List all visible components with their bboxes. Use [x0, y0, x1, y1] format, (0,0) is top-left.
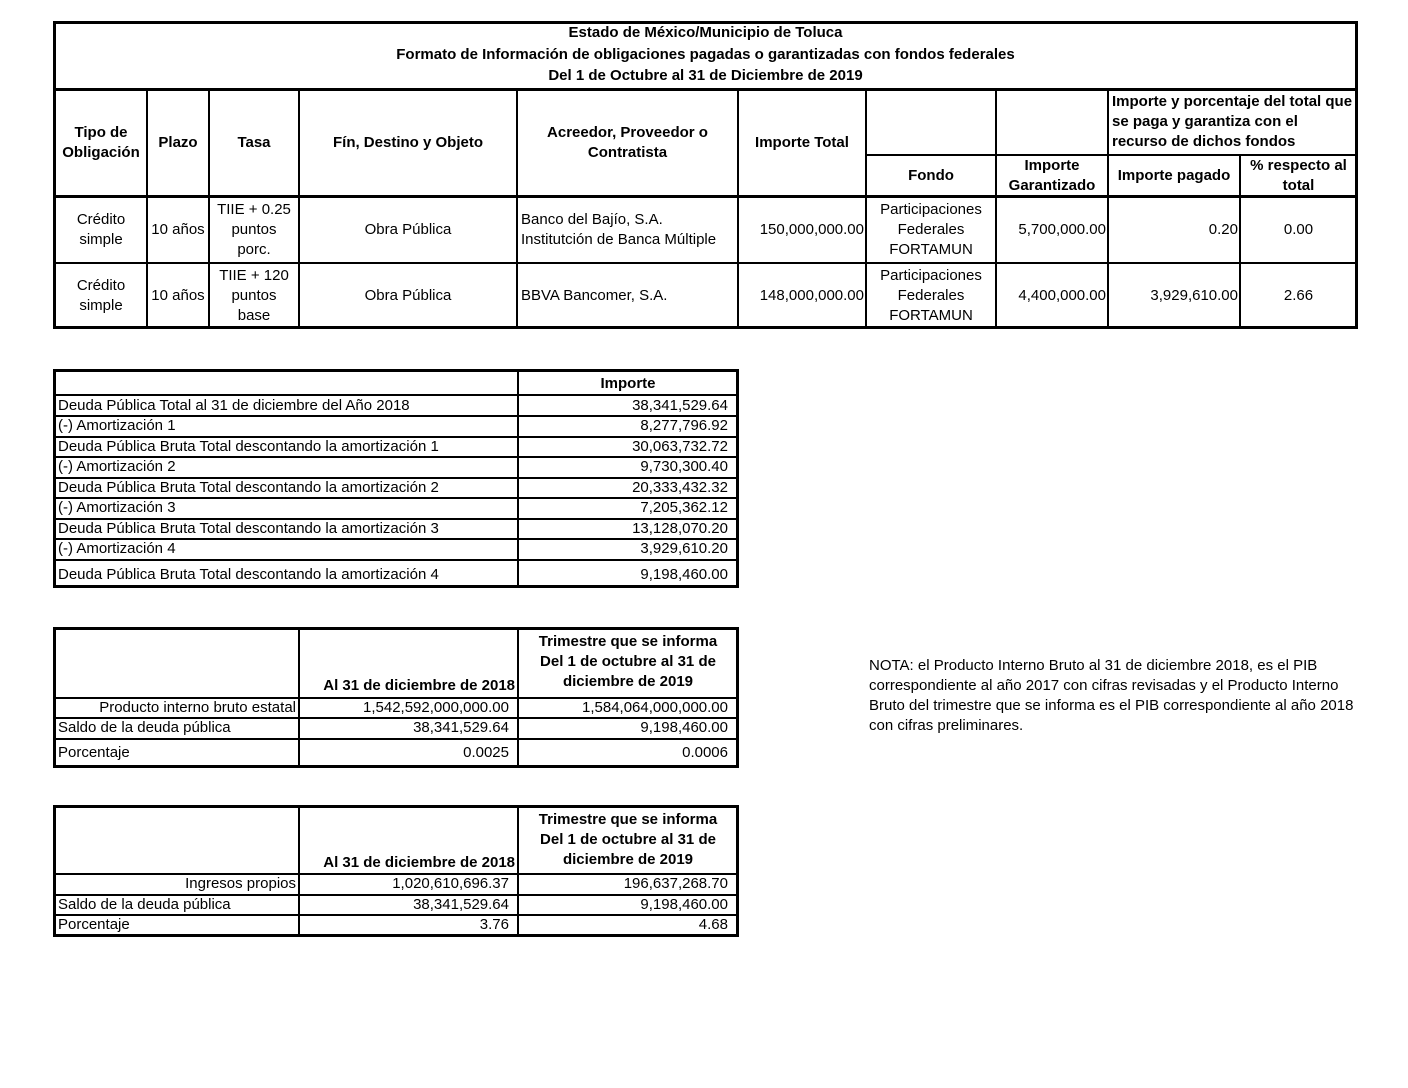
debt-row-label: (-) Amortización 2	[58, 458, 176, 475]
ingresos-row-v1: 3.76	[479, 916, 509, 933]
row1-respecto: 0.00	[1283, 221, 1314, 238]
debt-row-value: 9,198,460.00	[640, 566, 728, 583]
row2-respecto: 2.66	[1283, 286, 1314, 304]
row1-tipo: Crédito simple	[76, 211, 126, 248]
debt-row-label: (-) Amortización 1	[58, 417, 176, 434]
debt-row	[55, 565, 737, 585]
header-importe-garantizado: Importe Garantizado	[1008, 156, 1096, 194]
title-line-1: Estado de México/Municipio de Toluca	[568, 24, 843, 41]
header-tasa: Tasa	[237, 134, 271, 151]
header-fin-destino: Fín, Destino y Objeto	[332, 134, 483, 151]
row2-importe-pagado: 3,929,610.00	[1150, 286, 1238, 304]
pib-col2-header: Trimestre que se informa Del 1 de octubre al 31 de diciembre de 2019	[538, 633, 718, 690]
pib-row-v2: 0.0006	[682, 744, 728, 761]
title-line-2: Formato de Información de obligaciones pagadas o garantizadas con fondos federales	[396, 46, 1015, 63]
row1-importe-garantizado: 5,700,000.00	[1018, 221, 1106, 238]
header-importe-total: Importe Total	[755, 134, 849, 151]
ingresos-row-label: Ingresos propios	[185, 875, 296, 892]
row1-plazo: 10 años	[151, 221, 205, 238]
ingresos-row-v2: 4.68	[698, 916, 728, 933]
ingresos-col2-header: Trimestre que se informa Del 1 de octubre al 31 de diciembre de 2019	[538, 811, 718, 868]
debt-row-value: 9,730,300.40	[640, 458, 728, 475]
debt-row-label: Deuda Pública Bruta Total descontando la amortización 4	[58, 566, 439, 583]
debt-row-label: Deuda Pública Bruta Total descontando la amortización 3	[58, 520, 439, 537]
row2-fondo: Participaciones Federales FORTAMUN	[880, 266, 982, 324]
header-fondo: Fondo	[908, 166, 954, 184]
row2-tipo: Crédito simple	[76, 276, 126, 314]
title-line-3: Del 1 de Octubre al 31 de Diciembre de 2019	[548, 67, 863, 84]
debt-row-value: 7,205,362.12	[640, 499, 728, 516]
importe-header: Importe	[600, 374, 656, 392]
pib-row-label: Porcentaje	[58, 744, 130, 761]
ingresos-row-v1: 1,020,610,696.37	[392, 875, 509, 892]
row1-tasa: TIIE + 0.25 puntos porc.	[217, 201, 291, 258]
debt-row-value: 8,277,796.92	[640, 417, 728, 434]
ingresos-col1-header: Al 31 de diciembre de 2018	[323, 854, 515, 871]
ingresos-row-label: Porcentaje	[58, 916, 130, 933]
debt-row	[55, 498, 737, 518]
debt-row-value: 3,929,610.20	[640, 540, 728, 557]
header-acreedor: Acreedor, Proveedor o Contratista	[547, 124, 708, 161]
pib-row-v2: 1,584,064,000,000.00	[582, 699, 728, 716]
pib-row-label: Saldo de la deuda pública	[58, 719, 231, 736]
debt-row-label: Deuda Pública Bruta Total descontando la amortización 2	[58, 479, 439, 496]
pib-note: NOTA: el Producto Interno Bruto al 31 de diciembre 2018, es el PIB correspondiente al año 2017 con cifras revisadas y el Producto Interno Bruto del trimestre que se informa es el PIB correspondiente al año 2018 con cifras preliminares.	[869, 657, 1354, 734]
debt-row-value: 13,128,070.20	[632, 520, 728, 537]
row2-plazo: 10 años	[151, 286, 205, 304]
pib-row-v2: 9,198,460.00	[640, 719, 728, 736]
row2-importe-garantizado: 4,400,000.00	[1018, 286, 1106, 304]
debt-row-value: 30,063,732.72	[632, 438, 728, 455]
ingresos-row	[55, 874, 737, 894]
debt-row-value: 38,341,529.64	[632, 397, 728, 414]
row1-importe-total: 150,000,000.00	[759, 221, 864, 238]
debt-row-value: 20,333,432.32	[632, 479, 728, 496]
pib-col1-header: Al 31 de diciembre de 2018	[323, 677, 515, 694]
debt-row	[55, 539, 737, 559]
pib-row-v1: 38,341,529.64	[413, 719, 509, 736]
ingresos-row-label: Saldo de la deuda pública	[58, 896, 231, 913]
pib-row	[55, 743, 737, 763]
ingresos-row	[55, 895, 737, 915]
debt-row-label: Deuda Pública Bruta Total descontando la amortización 1	[58, 438, 439, 455]
row1-acreedor: Banco del Bajío, S.A. Institutción de Banca Múltiple	[521, 211, 717, 248]
debt-row-label: (-) Amortización 3	[58, 499, 176, 516]
ingresos-row	[55, 915, 737, 935]
debt-row	[55, 478, 737, 498]
row2-fin: Obra Pública	[364, 286, 452, 304]
ingresos-row-v2: 196,637,268.70	[623, 875, 728, 892]
header-respecto-total: % respecto al total	[1250, 156, 1347, 194]
debt-row-label: (-) Amortización 4	[58, 540, 176, 557]
pib-row	[55, 698, 737, 718]
debt-row-label: Deuda Pública Total al 31 de diciembre del Año 2018	[58, 397, 410, 414]
row2-acreedor: BBVA Bancomer, S.A.	[521, 286, 668, 304]
pib-row-label: Producto interno bruto estatal	[99, 699, 296, 716]
pib-row-v1: 1,542,592,000,000.00	[363, 699, 509, 716]
row1-fin: Obra Pública	[364, 221, 452, 238]
header-importe-pagado: Importe pagado	[1117, 166, 1231, 184]
pib-row-v1: 0.0025	[463, 744, 509, 761]
header-group-importe-porcentaje: Importe y porcentaje del total que se paga y garantiza con el recurso de dichos fondos	[1112, 93, 1353, 150]
debt-row	[55, 437, 737, 457]
pib-row	[55, 718, 737, 738]
debt-row	[55, 519, 737, 539]
header-tipo-obligacion: Tipo de Obligación	[62, 124, 140, 161]
debt-row	[55, 457, 737, 477]
debt-row	[55, 416, 737, 436]
row2-tasa: TIIE + 120 puntos base	[219, 266, 289, 324]
row1-importe-pagado: 0.20	[1208, 221, 1238, 238]
row2-importe-total: 148,000,000.00	[759, 286, 864, 304]
header-plazo: Plazo	[158, 134, 198, 151]
debt-row	[55, 396, 737, 416]
ingresos-row-v2: 9,198,460.00	[640, 896, 728, 913]
row1-fondo: Participaciones Federales FORTAMUN	[880, 201, 982, 258]
ingresos-row-v1: 38,341,529.64	[413, 896, 509, 913]
